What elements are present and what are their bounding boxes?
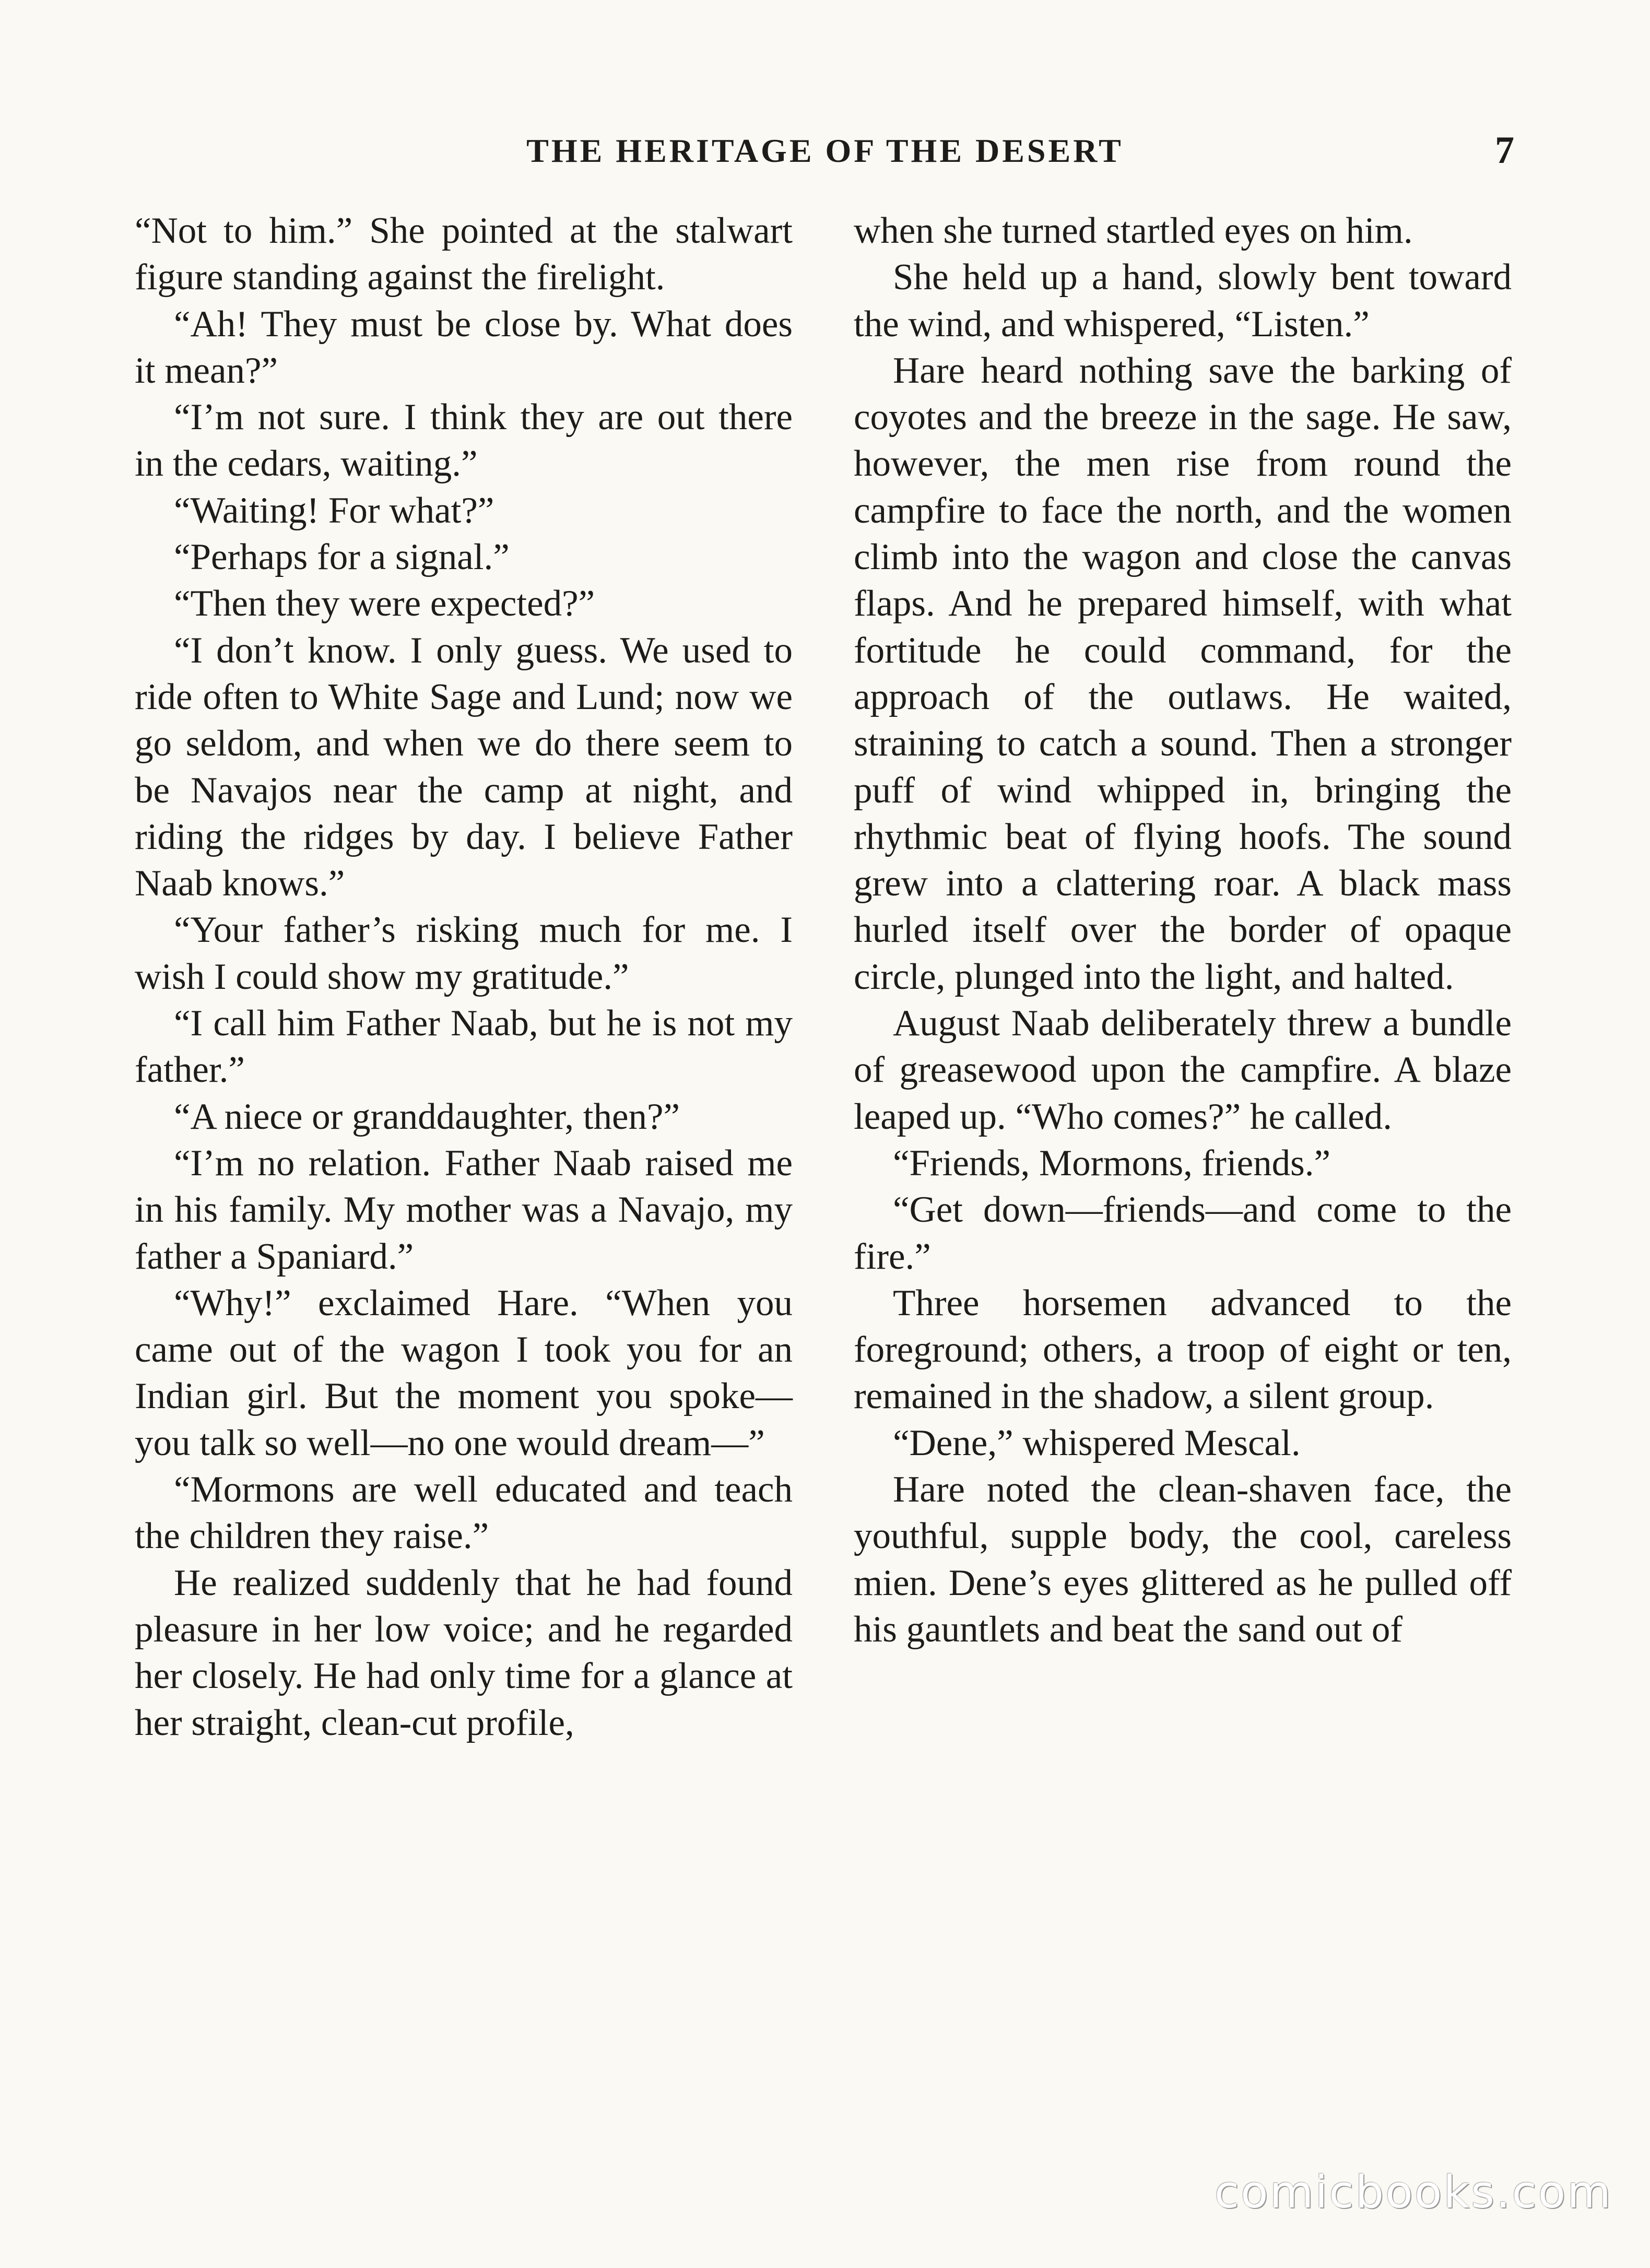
page-header: [136, 129, 1514, 179]
paragraph: “I’m not sure. I think they are out there in the cedars, waiting.”: [135, 397, 793, 485]
paragraph: Three horsemen advanced to the foreground; others, a troop of eight or ten, remained in the shadow, a silent group.: [854, 1282, 1512, 1417]
paragraph: “I call him Father Naab, but he is not my father.”: [135, 1003, 793, 1091]
paragraph: “Dene,” whispered Mescal.: [893, 1422, 1301, 1463]
paragraph: Hare heard nothing save the barking of coyotes and the breeze in the sage. He saw, however, the men rise from round the campfire to face the north, and the women climb into the wagon and close the canvas flaps. And he prepared himself, with what fortitude he could command, for the approach of the outlaws. He waited, straining to catch a sound. Then a stronger puff of wind whipped in, bringing the rhythmic beat of flying hoofs. The sound grew into a clattering roar. A black mass hurled itself over the border of opaque circle, plunged into the light, and halted.: [854, 350, 1512, 997]
page-number: 7: [1495, 129, 1514, 172]
paragraph: “Get down—friends—and come to the fire.”: [854, 1189, 1512, 1277]
watermark: comicbooks.com: [1214, 2166, 1612, 2218]
paragraph: He realized suddenly that he had found pleasure in her low voice; and he regarded her closely. He had only time for a glance at her straight, clean-cut profile,: [135, 1562, 793, 1743]
left-column: [135, 208, 793, 1746]
paragraph: August Naab deliberately threw a bundle of greasewood upon the campfire. A blaze leaped up. “Who comes?” he called.: [854, 1003, 1512, 1137]
paragraph: “Ah! They must be close by. What does it mean?”: [135, 303, 793, 391]
paragraph: “Your father’s risking much for me. I wish I could show my gratitude.”: [135, 909, 793, 997]
paragraph: “A niece or granddaughter, then?”: [174, 1096, 680, 1137]
paragraph: “Friends, Mormons, friends.”: [893, 1142, 1331, 1184]
paragraph: when she turned startled eyes on him.: [854, 210, 1413, 251]
paragraph: She held up a hand, slowly bent toward the wind, and whispered, “Listen.”: [854, 257, 1512, 345]
paragraph: “Not to him.” She pointed at the stalwart figure standing against the firelight.: [135, 210, 793, 298]
paragraph: “Waiting! For what?”: [174, 490, 494, 531]
right-column: [854, 208, 1512, 1653]
paragraph: “Mormons are well educated and teach the children they raise.”: [135, 1469, 793, 1557]
paragraph: “I don’t know. I only guess. We used to ride often to White Sage and Lund; now we go seldom, and when we do there seem to be Navajos near the camp at night, and riding the ridges by day. I believe Father Naab knows.”: [135, 630, 793, 904]
paragraph: “Then they were expected?”: [174, 583, 595, 624]
paragraph: “Perhaps for a signal.”: [174, 537, 510, 578]
paragraph: “I’m no relation. Father Naab raised me in his family. My mother was a Navajo, my father a Spaniard.”: [135, 1142, 793, 1277]
paragraph: “Why!” exclaimed Hare. “When you came out of the wagon I took you for an Indian girl. But the moment you spoke—you talk so well—no one would dream—”: [135, 1282, 793, 1463]
paragraph: Hare noted the clean-shaven face, the youthful, supple body, the cool, careless mien. Dene’s eyes glittered as he pulled off his gauntlets and beat the sand out of: [854, 1469, 1512, 1650]
running-head: THE HERITAGE OF THE DESERT: [526, 132, 1124, 169]
